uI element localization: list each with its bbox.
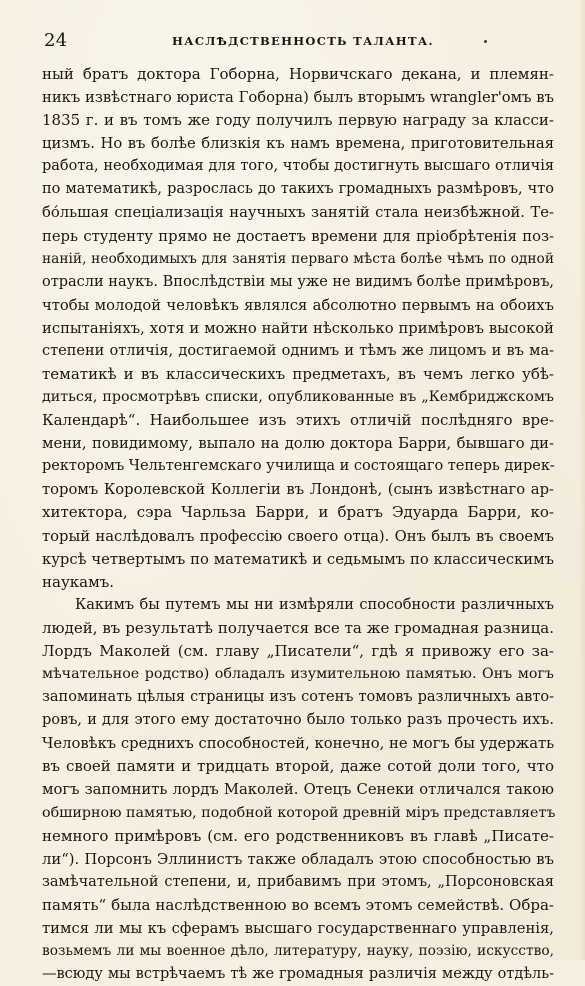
text-line: немного примѣровъ (см. его родственниковъ въ главѣ „Писате- (42, 826, 554, 845)
text-line: наній, необходимыхъ для занятія перваго мѣста болѣе чѣмъ по одной (42, 250, 554, 267)
scan-edge-shadow (579, 0, 585, 960)
text-line: ректоромъ Чельтенгемскаго училища и состоящаго теперь дирек- (42, 458, 555, 475)
page-header (44, 31, 545, 55)
text-line: ный братъ доктора Гоборна, Норвичскаго декана, и племян- (42, 65, 554, 83)
text-line: ровъ, и для этого ему достаточно было только разъ прочесть ихъ. (42, 712, 554, 729)
text-line: никъ извѣстнаго юриста Гоборна) былъ вторымъ wrangler'омъ въ (42, 89, 554, 107)
text-line: людей, въ результатѣ получается все та же громадная разница. (42, 618, 554, 637)
text-line: перь студенту прямо не достаетъ времени для пріобрѣтенія поз- (42, 227, 554, 245)
text-line: торый наслѣдовалъ профессію своего отца). Онъ былъ въ своемъ (42, 527, 554, 545)
text-line: тематикѣ и въ классическихъ предметахъ, въ чемъ легко убѣ- (42, 365, 554, 384)
paragraph-1 (42, 63, 554, 594)
paragraph-2 (42, 594, 554, 986)
text-line: наукамъ. (42, 572, 115, 591)
text-line: чтобы молодой человѣкъ являлся абсолютно первымъ на обоихъ (42, 296, 554, 314)
text-line: возьмемъ ли мы военное дѣло, литературу, науку, поэзію, искусство, (42, 942, 554, 959)
page-number: 24 (44, 30, 68, 51)
text-line: замѣчательной степени, и, прибавимъ при этомъ, „Порсоновская (42, 873, 554, 890)
body-text (42, 63, 554, 986)
text-line: по математикѣ, разрослась до такихъ громадныхъ размѣровъ, что (42, 181, 554, 198)
text-line: могъ запомнить лордъ Маколей. Отецъ Сенеки отличался такою (42, 781, 554, 799)
text-line: тимся ли мы къ сферамъ высшаго государственнаго управленія, (42, 919, 554, 937)
text-line: Какимъ бы путемъ мы ни измѣряли способности различныхъ (75, 596, 554, 613)
text-line: мени, повидимому, выпало на долю доктора Барри, бывшаго ди- (42, 435, 554, 453)
text-line: цизмъ. Но въ болѣе близкія къ намъ времена, приготовительная (42, 135, 554, 153)
text-line: въ своей памяти и тридцать второй, даже сотой доли того, что (42, 757, 554, 776)
running-title: НАСЛѢДСТВЕННОСТЬ ТАЛАНТА. (172, 34, 434, 48)
text-line: мѣчательное родство) обладалъ изумительною памятью. Онъ могъ (42, 666, 554, 683)
text-line: курсѣ четвертымъ по математикѣ и седьмымъ по классическимъ (42, 550, 554, 568)
text-line: ли“). Порсонъ Эллинистъ также обладалъ этою способностью въ (42, 850, 554, 868)
text-line: хитектора, сэра Чарльза Барри, и братъ Эдуарда Барри, ко- (42, 503, 554, 522)
text-line: —всюду мы встрѣчаемъ тѣ же громадныя различія между отдѣль- (42, 966, 554, 983)
text-line: память“ была наслѣдственною во всемъ этомъ семействѣ. Обра- (42, 895, 554, 914)
text-line: Человѣкъ среднихъ способностей, конечно, не могъ бы удержать (42, 735, 555, 753)
text-line: испытаніяхъ, хотя и можно найти нѣсколько примѣровъ высокой (42, 319, 554, 337)
print-speck (484, 40, 487, 43)
text-line: отрасли наукъ. Впослѣдствіи мы уже не видимъ болѣе примѣровъ, (42, 273, 555, 290)
text-line: бо́льшая спеціализація научныхъ занятій стала неизбѣжной. Те- (42, 204, 554, 222)
text-line: 1835 г. и въ томъ же году получилъ первую награду за класси- (42, 111, 554, 130)
text-line: диться, просмотрѣвъ списки, опубликованные въ „Кембриджскомъ (42, 389, 554, 406)
text-line: запоминать цѣлыя страницы изъ сотенъ томовъ различныхъ авто- (42, 689, 554, 706)
text-line: обширною памятью, подобной которой древній міръ представляетъ (42, 804, 556, 821)
text-line: торомъ Королевской Коллегіи въ Лондонѣ, (сынъ извѣстнаго ар- (42, 481, 554, 499)
text-line: работа, необходимая для того, чтобы достигнуть высшаго отличія (42, 158, 554, 175)
text-line: степени отличія, достигаемой однимъ и тѣмъ же лицомъ и въ ма- (42, 342, 554, 359)
text-line: Календарѣ“. Наибольшее изъ этихъ отличій послѣдняго вре- (42, 411, 554, 430)
text-line: Лордъ Маколей (см. главу „Писатели“, гдѣ я привожу его за- (42, 641, 554, 660)
